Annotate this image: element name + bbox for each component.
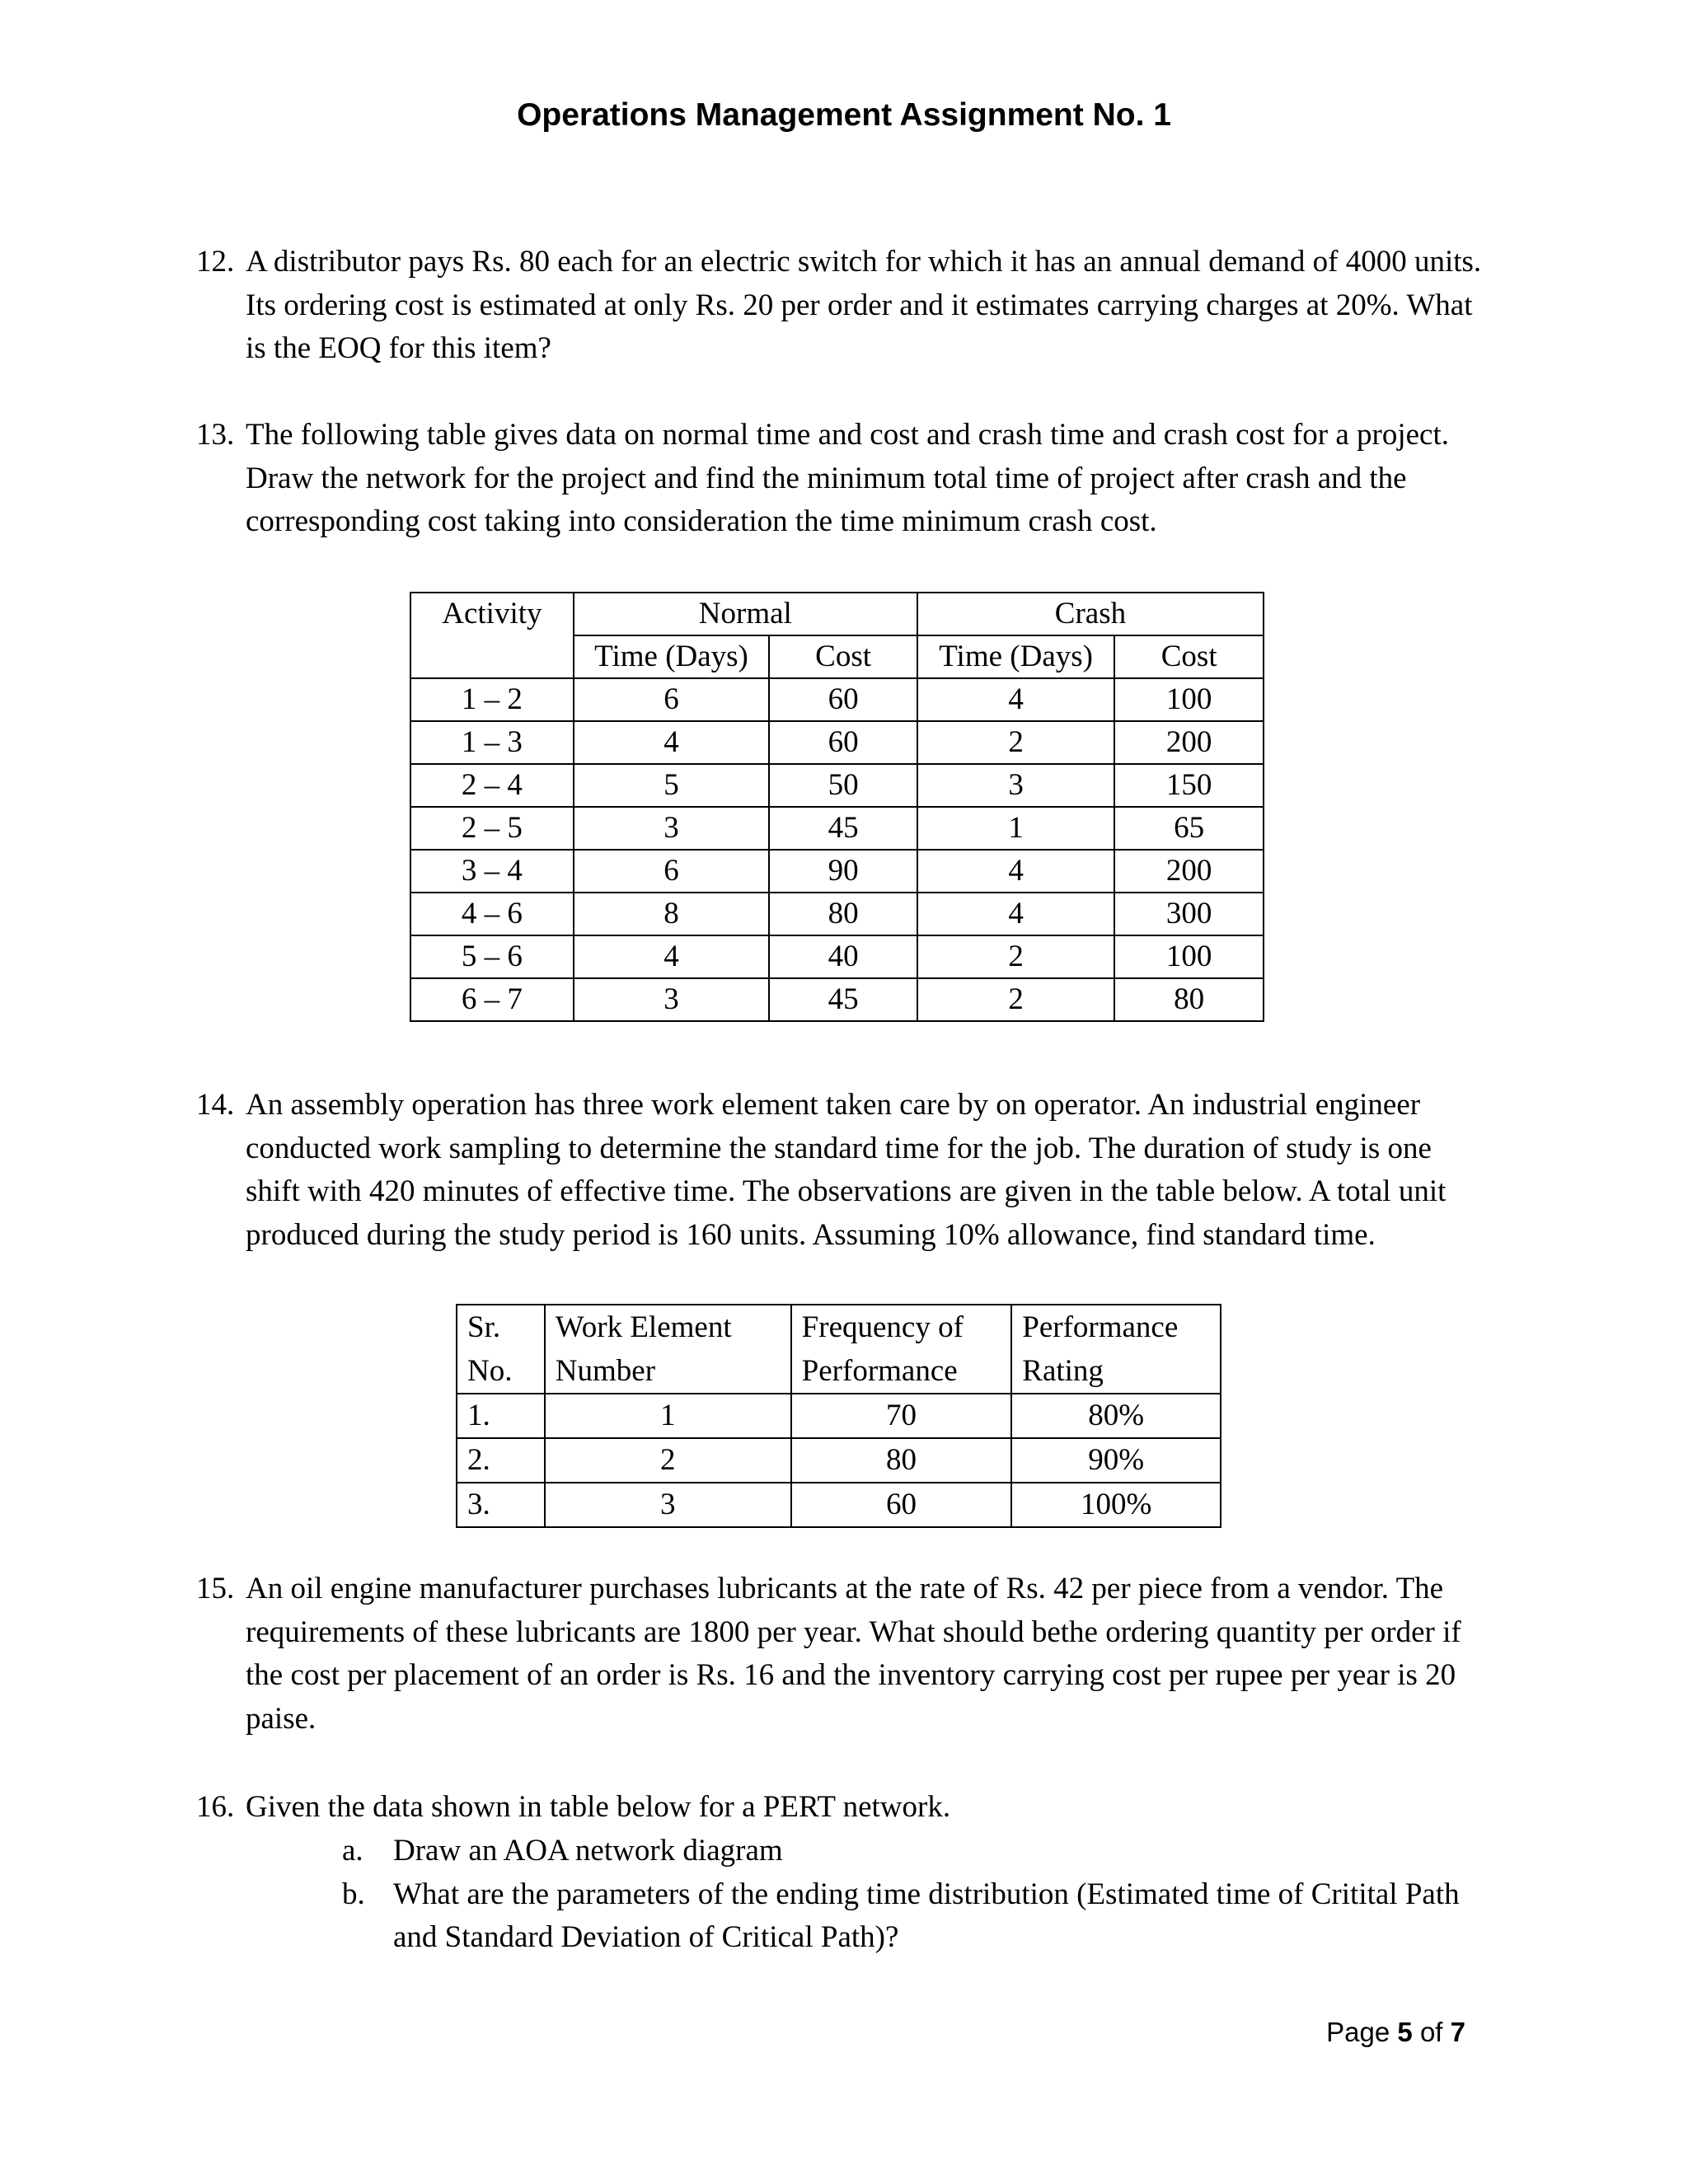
table-row xyxy=(410,678,1264,721)
cell-crash-time: 2 xyxy=(917,721,1114,764)
header-line: Sr. xyxy=(467,1310,501,1344)
question-16 xyxy=(196,1786,1482,1830)
cell-crash-time: 2 xyxy=(917,978,1114,1021)
cell-normal-cost: 45 xyxy=(769,807,917,850)
page-number: 5 xyxy=(1397,2017,1413,2047)
list-marker: a. xyxy=(342,1834,363,1868)
cell-frequency: 70 xyxy=(791,1394,1012,1438)
header-line: Performance xyxy=(801,1354,958,1388)
cell-normal-time: 5 xyxy=(574,764,770,807)
list-item xyxy=(342,1830,1496,1873)
work-sampling-table xyxy=(456,1304,1221,1528)
page-title: Operations Management Assignment No. 1 xyxy=(517,97,1171,133)
cell-crash-time: 4 xyxy=(917,850,1114,893)
header-line: No. xyxy=(467,1354,513,1388)
table-header-row xyxy=(410,593,1264,635)
cell-sr-no: 2. xyxy=(457,1438,545,1483)
header-normal-cost: Cost xyxy=(769,635,917,678)
header-normal: Normal xyxy=(574,593,917,635)
cell-normal-cost: 45 xyxy=(769,978,917,1021)
table-row xyxy=(410,935,1264,978)
cell-crash-time: 3 xyxy=(917,764,1114,807)
question-15 xyxy=(196,1568,1482,1741)
cell-crash-cost: 300 xyxy=(1114,893,1264,935)
list-item xyxy=(342,1873,1496,1960)
header-line: Frequency of xyxy=(801,1310,964,1344)
cell-sr-no: 1. xyxy=(457,1394,545,1438)
cell-work-element: 1 xyxy=(545,1394,791,1438)
cell-activity: 1 – 3 xyxy=(410,721,574,764)
header-line: Number xyxy=(555,1354,656,1388)
header-line: Work Element xyxy=(555,1310,732,1344)
table-row xyxy=(410,978,1264,1021)
cell-activity: 2 – 4 xyxy=(410,764,574,807)
cell-rating: 90% xyxy=(1011,1438,1221,1483)
question-number: 16. xyxy=(196,1790,235,1824)
table-row xyxy=(410,893,1264,935)
cell-sr-no: 3. xyxy=(457,1483,545,1527)
cell-crash-cost: 200 xyxy=(1114,850,1264,893)
table-header-row xyxy=(457,1305,1221,1394)
cell-activity: 3 – 4 xyxy=(410,850,574,893)
question-number: 14. xyxy=(196,1088,235,1122)
table-row xyxy=(410,850,1264,893)
cell-work-element: 2 xyxy=(545,1438,791,1483)
cell-normal-cost: 50 xyxy=(769,764,917,807)
cell-normal-cost: 80 xyxy=(769,893,917,935)
of-label: of xyxy=(1419,2017,1443,2047)
question-text: A distributor pays Rs. 80 each for an electric switch for which it has an annual demand of 4000 units. Its ordering cost is estimated at only Rs. 20 per order and it estimates carrying charges at 20%. What is the EOQ for this item? xyxy=(246,245,1482,365)
header-line: Rating xyxy=(1022,1354,1104,1388)
question-text: An assembly operation has three work element taken care by on operator. An industrial engineer conducted work sampling to determine the standard time for the job. The duration of study is one shift with 420 minutes of effective time. The observations are given in the table below. A total unit produced during the study period is 160 units. Assuming 10% allowance, find standard time. xyxy=(246,1088,1447,1252)
list-item-text: Draw an AOA network diagram xyxy=(393,1834,783,1868)
question-12 xyxy=(196,241,1482,371)
header-line: Performance xyxy=(1022,1310,1179,1344)
cell-crash-time: 4 xyxy=(917,893,1114,935)
cell-activity: 6 – 7 xyxy=(410,978,574,1021)
table-row xyxy=(457,1394,1221,1438)
cell-normal-time: 4 xyxy=(574,721,770,764)
cell-crash-cost: 65 xyxy=(1114,807,1264,850)
question-number: 13. xyxy=(196,418,235,452)
table-row xyxy=(457,1438,1221,1483)
table-row xyxy=(410,764,1264,807)
cell-crash-time: 1 xyxy=(917,807,1114,850)
cell-work-element: 3 xyxy=(545,1483,791,1527)
cell-normal-time: 8 xyxy=(574,893,770,935)
cell-normal-time: 6 xyxy=(574,850,770,893)
cell-activity: 4 – 6 xyxy=(410,893,574,935)
header-normal-time: Time (Days) xyxy=(574,635,770,678)
header-crash: Crash xyxy=(917,593,1264,635)
question-text: An oil engine manufacturer purchases lubricants at the rate of Rs. 42 per piece from a vendor. The requirements of these lubricants are 1800 per year. What should bethe ordering quantity per order if the cost per placement of an order is Rs. 16 and the inventory carrying cost per rupee per year is 20 paise. xyxy=(246,1572,1461,1736)
cell-crash-cost: 100 xyxy=(1114,935,1264,978)
list-marker: b. xyxy=(342,1877,365,1911)
cell-normal-cost: 60 xyxy=(769,721,917,764)
list-item-text: What are the parameters of the ending time distribution (Estimated time of Critital Path and Standard Deviation of Critical Path)? xyxy=(393,1877,1460,1954)
cell-crash-cost: 150 xyxy=(1114,764,1264,807)
cell-normal-cost: 40 xyxy=(769,935,917,978)
cell-rating: 80% xyxy=(1011,1394,1221,1438)
cell-crash-time: 2 xyxy=(917,935,1114,978)
cell-frequency: 80 xyxy=(791,1438,1012,1483)
cell-normal-cost: 60 xyxy=(769,678,917,721)
cell-activity: 1 – 2 xyxy=(410,678,574,721)
header-crash-time: Time (Days) xyxy=(917,635,1114,678)
cell-normal-time: 6 xyxy=(574,678,770,721)
cell-crash-cost: 80 xyxy=(1114,978,1264,1021)
page-footer xyxy=(1326,2017,1465,2048)
cell-normal-time: 3 xyxy=(574,807,770,850)
question-text: Given the data shown in table below for a PERT network. xyxy=(246,1790,951,1824)
header-sr-no xyxy=(457,1305,545,1394)
question-number: 15. xyxy=(196,1572,235,1605)
table-row xyxy=(410,807,1264,850)
cell-crash-cost: 200 xyxy=(1114,721,1264,764)
crash-cost-table xyxy=(410,592,1264,1022)
header-work-element xyxy=(545,1305,791,1394)
table-row xyxy=(410,721,1264,764)
cell-frequency: 60 xyxy=(791,1483,1012,1527)
cell-crash-time: 4 xyxy=(917,678,1114,721)
question-13 xyxy=(196,414,1482,544)
cell-activity: 2 – 5 xyxy=(410,807,574,850)
cell-normal-time: 3 xyxy=(574,978,770,1021)
question-14 xyxy=(196,1084,1482,1257)
cell-crash-cost: 100 xyxy=(1114,678,1264,721)
page-label: Page xyxy=(1326,2017,1390,2047)
header-frequency xyxy=(791,1305,1012,1394)
header-crash-cost: Cost xyxy=(1114,635,1264,678)
page-total: 7 xyxy=(1450,2017,1465,2047)
cell-normal-time: 4 xyxy=(574,935,770,978)
question-text: The following table gives data on normal time and cost and crash time and crash cost for a project. Draw the network for the project and find the minimum total time of project after crash and the corresponding cost taking into consideration the time minimum crash cost. xyxy=(246,418,1450,538)
cell-activity: 5 – 6 xyxy=(410,935,574,978)
cell-rating: 100% xyxy=(1011,1483,1221,1527)
question-16-subitems xyxy=(342,1830,1496,1960)
table-row xyxy=(457,1483,1221,1527)
question-number: 12. xyxy=(196,245,235,279)
cell-normal-cost: 90 xyxy=(769,850,917,893)
header-activity: Activity xyxy=(410,593,574,678)
header-performance-rating xyxy=(1011,1305,1221,1394)
